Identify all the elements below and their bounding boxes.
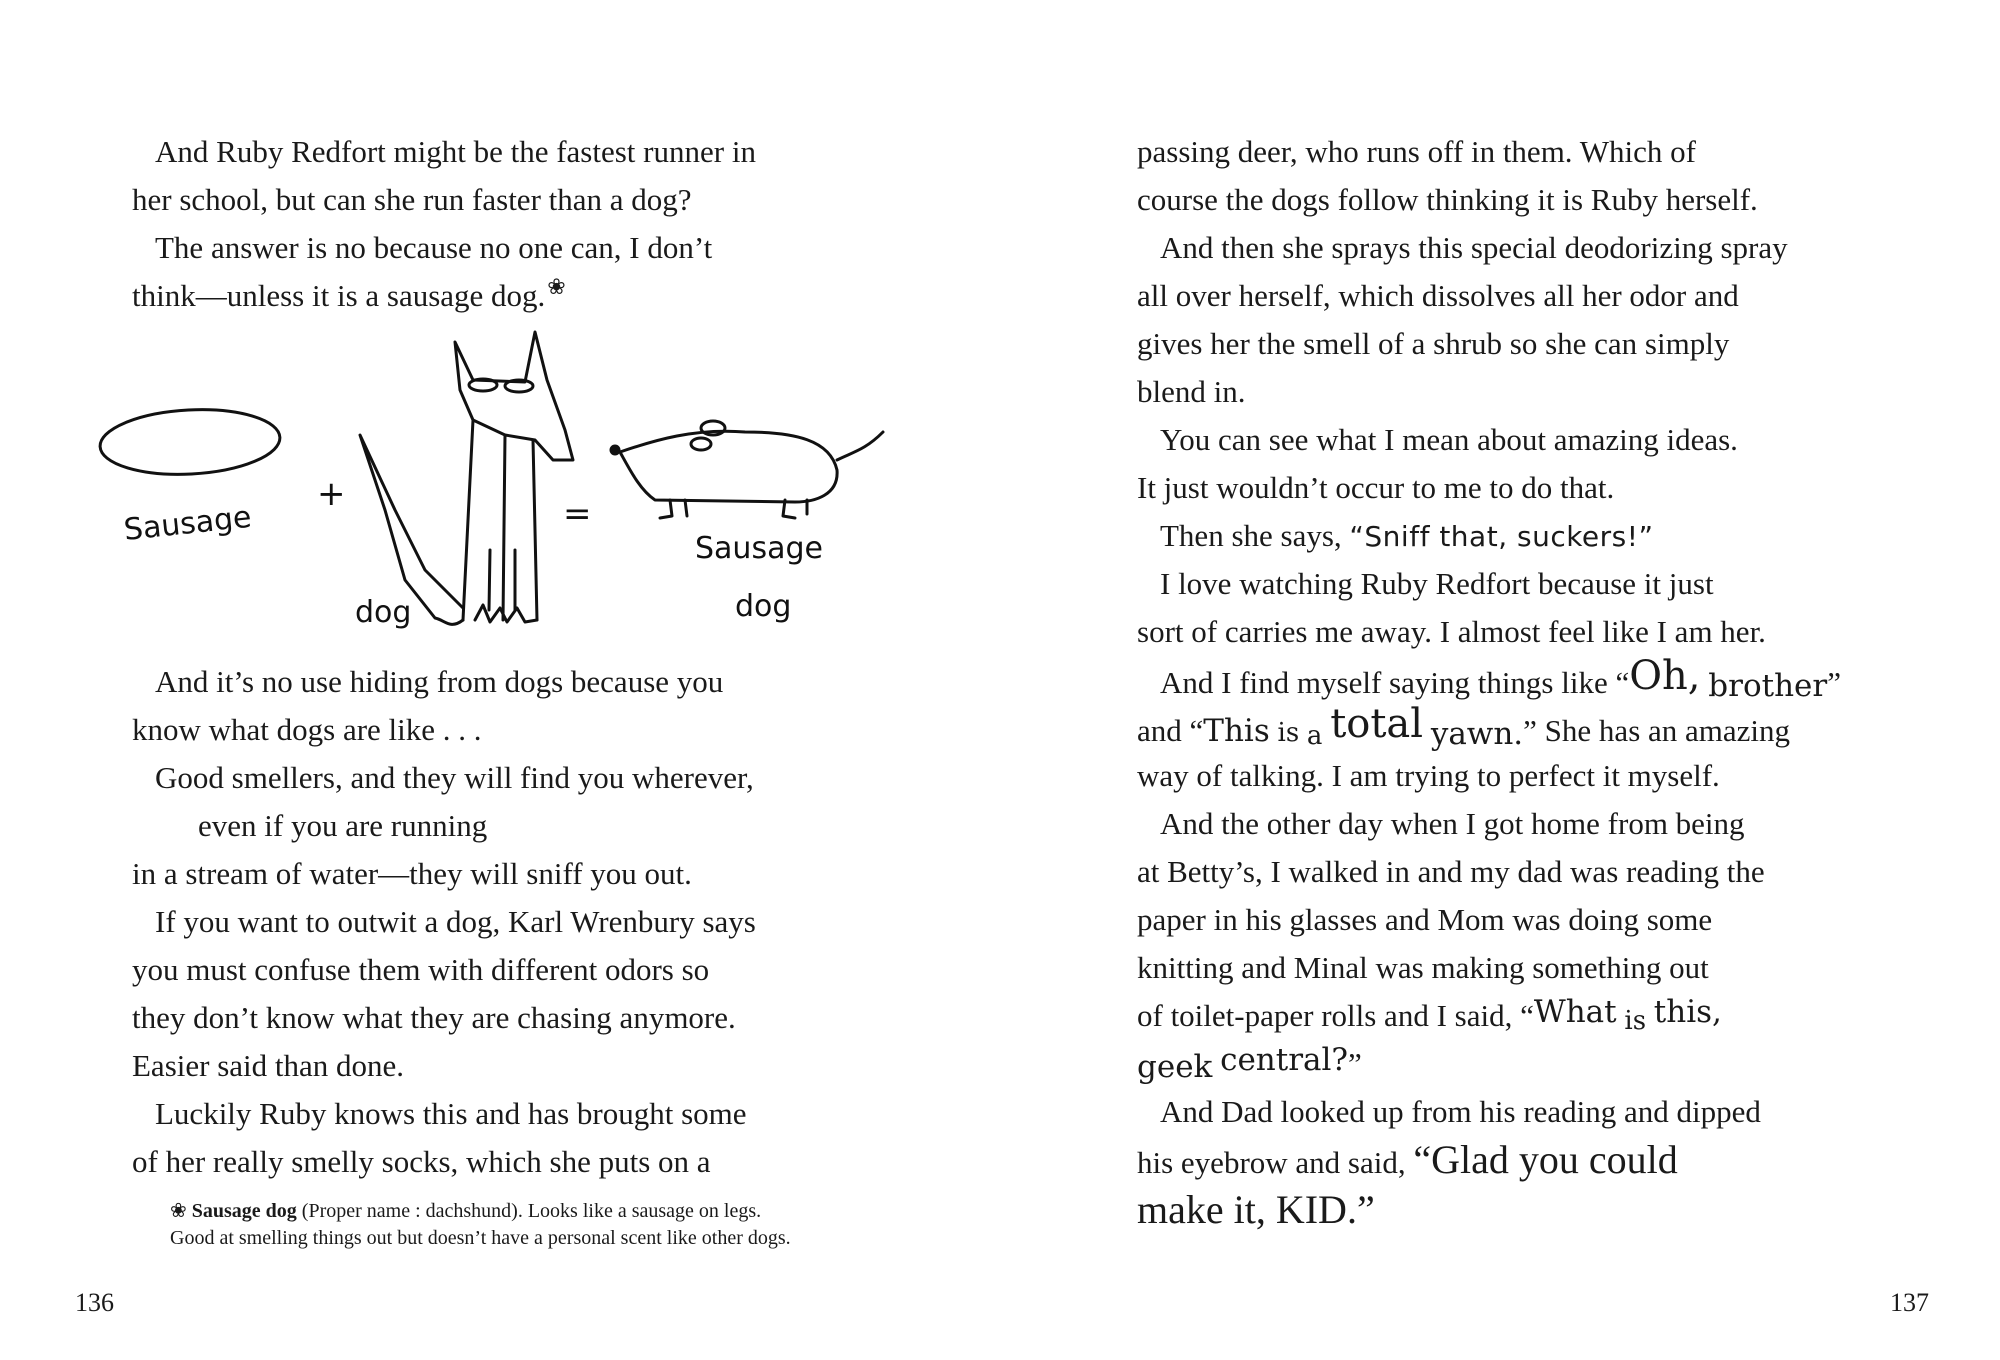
footnote-line-2: Good at smelling things out but doesn’t have a personal scent like other dogs. bbox=[170, 1227, 791, 1249]
footnote-text: (Proper name : dachshund). Looks like a sausage on legs. bbox=[296, 1200, 762, 1222]
wobbly-word: brother bbox=[1708, 668, 1828, 704]
body-line-text: and “ bbox=[1137, 713, 1204, 748]
body-line: And Ruby Redfort might be the fastest runner in bbox=[155, 134, 756, 169]
body-line: know what dogs are like . . . bbox=[132, 712, 482, 747]
body-line: Easier said than done. bbox=[132, 1048, 405, 1083]
illustration-label-sausage-dog-2: dog bbox=[735, 589, 792, 624]
body-line: her school, but can she run faster than a dog? bbox=[132, 182, 692, 217]
body-line: Good smellers, and they will find you wherever, bbox=[155, 760, 754, 795]
handwritten-quote: “Sniff that, suckers!” bbox=[1349, 520, 1654, 553]
sausage-dog-drawing bbox=[611, 421, 883, 518]
body-line bbox=[1137, 701, 1791, 755]
dog-drawing bbox=[360, 332, 573, 624]
wobbly-word: geek bbox=[1137, 1049, 1213, 1085]
right-page bbox=[1000, 0, 2000, 1360]
body-line bbox=[1137, 1138, 1678, 1185]
body-line-text: ” bbox=[1348, 1046, 1362, 1081]
body-line: passing deer, who runs off in them. Which of bbox=[1137, 134, 1696, 169]
wobbly-word: total bbox=[1330, 701, 1424, 747]
sausage-drawing bbox=[98, 405, 281, 478]
body-line: And the other day when I got home from being bbox=[1160, 806, 1745, 841]
illustration-plus: + bbox=[317, 474, 346, 514]
body-line: way of talking. I am trying to perfect it myself. bbox=[1137, 758, 1720, 793]
dad-quote: “Glad you could bbox=[1413, 1137, 1678, 1182]
illustration-label-sausage: Sausage bbox=[122, 499, 254, 548]
wobbly-word: a bbox=[1306, 721, 1323, 751]
wobbly-word: Oh, bbox=[1629, 653, 1701, 699]
body-line: they don’t know what they are chasing anymore. bbox=[132, 1000, 736, 1035]
body-line bbox=[1160, 653, 1841, 705]
illustration-equals: = bbox=[563, 494, 592, 534]
body-line: If you want to outwit a dog, Karl Wrenbury says bbox=[155, 904, 756, 939]
body-line-text: think—unless it is a sausage dog. bbox=[132, 278, 546, 313]
body-line: The answer is no because no one can, I don’t bbox=[155, 230, 713, 265]
body-line bbox=[1137, 994, 1722, 1040]
sausage-dog-illustration bbox=[95, 320, 905, 650]
page-number-left: 136 bbox=[75, 1288, 114, 1317]
body-line-text: ” She has an amazing bbox=[1523, 713, 1791, 748]
body-line-text: Then she says, bbox=[1160, 518, 1350, 553]
body-line: paper in his glasses and Mom was doing some bbox=[1137, 902, 1713, 937]
body-line bbox=[1160, 514, 1654, 559]
body-line: in a stream of water—they will sniff you out. bbox=[132, 856, 692, 891]
footnote-line-1 bbox=[170, 1196, 761, 1225]
body-line bbox=[132, 274, 566, 322]
dad-quote-end: make it, KID.” bbox=[1137, 1187, 1375, 1232]
body-line: gives her the smell of a shrub so she can simply bbox=[1137, 326, 1730, 361]
body-line-text: And I find myself saying things like “ bbox=[1160, 665, 1630, 700]
body-line: And Dad looked up from his reading and dipped bbox=[1160, 1094, 1761, 1129]
wobbly-word: is bbox=[1624, 1006, 1647, 1036]
body-line: at Betty’s, I walked in and my dad was reading the bbox=[1137, 854, 1765, 889]
body-line-text: his eyebrow and said, bbox=[1137, 1145, 1414, 1180]
body-line-text: of toilet-paper rolls and I said, “ bbox=[1137, 998, 1534, 1033]
footnote-term: Sausage dog bbox=[191, 1200, 297, 1222]
body-line: blend in. bbox=[1137, 374, 1246, 409]
wobbly-word: this, bbox=[1653, 994, 1722, 1030]
body-line: And then she sprays this special deodorizing spray bbox=[1160, 230, 1788, 265]
body-line-text: ” bbox=[1827, 665, 1841, 700]
body-line bbox=[1137, 1042, 1362, 1086]
body-line: course the dogs follow thinking it is Ruby herself. bbox=[1137, 182, 1758, 217]
wobbly-word: central? bbox=[1220, 1042, 1349, 1078]
body-line: And it’s no use hiding from dogs because you bbox=[155, 664, 724, 699]
footnote-marker-icon: ❀ bbox=[547, 275, 566, 300]
wobbly-word: is bbox=[1277, 718, 1300, 748]
illustration-label-sausage-dog: Sausage bbox=[695, 531, 823, 566]
wobbly-word: What bbox=[1533, 994, 1617, 1030]
body-line: Luckily Ruby knows this and has brought some bbox=[155, 1096, 747, 1131]
footnote-flower-icon: ❀ bbox=[170, 1198, 187, 1222]
page-number-right: 137 bbox=[1890, 1288, 1929, 1317]
body-line: It just wouldn’t occur to me to do that. bbox=[1137, 470, 1615, 505]
body-line: even if you are running bbox=[198, 808, 488, 843]
body-line: I love watching Ruby Redfort because it just bbox=[1160, 566, 1714, 601]
body-line: you must confuse them with different odors so bbox=[132, 952, 710, 987]
body-line: all over herself, which dissolves all her odor and bbox=[1137, 278, 1739, 313]
body-line: sort of carries me away. I almost feel like I am her. bbox=[1137, 614, 1766, 649]
wobbly-word: yawn. bbox=[1430, 716, 1524, 752]
body-line: of her really smelly socks, which she puts on a bbox=[132, 1144, 711, 1179]
wobbly-word: This bbox=[1203, 713, 1270, 749]
body-line: knitting and Minal was making something out bbox=[1137, 950, 1709, 985]
illustration-label-dog: dog bbox=[355, 595, 412, 630]
body-line: You can see what I mean about amazing ideas. bbox=[1160, 422, 1738, 457]
